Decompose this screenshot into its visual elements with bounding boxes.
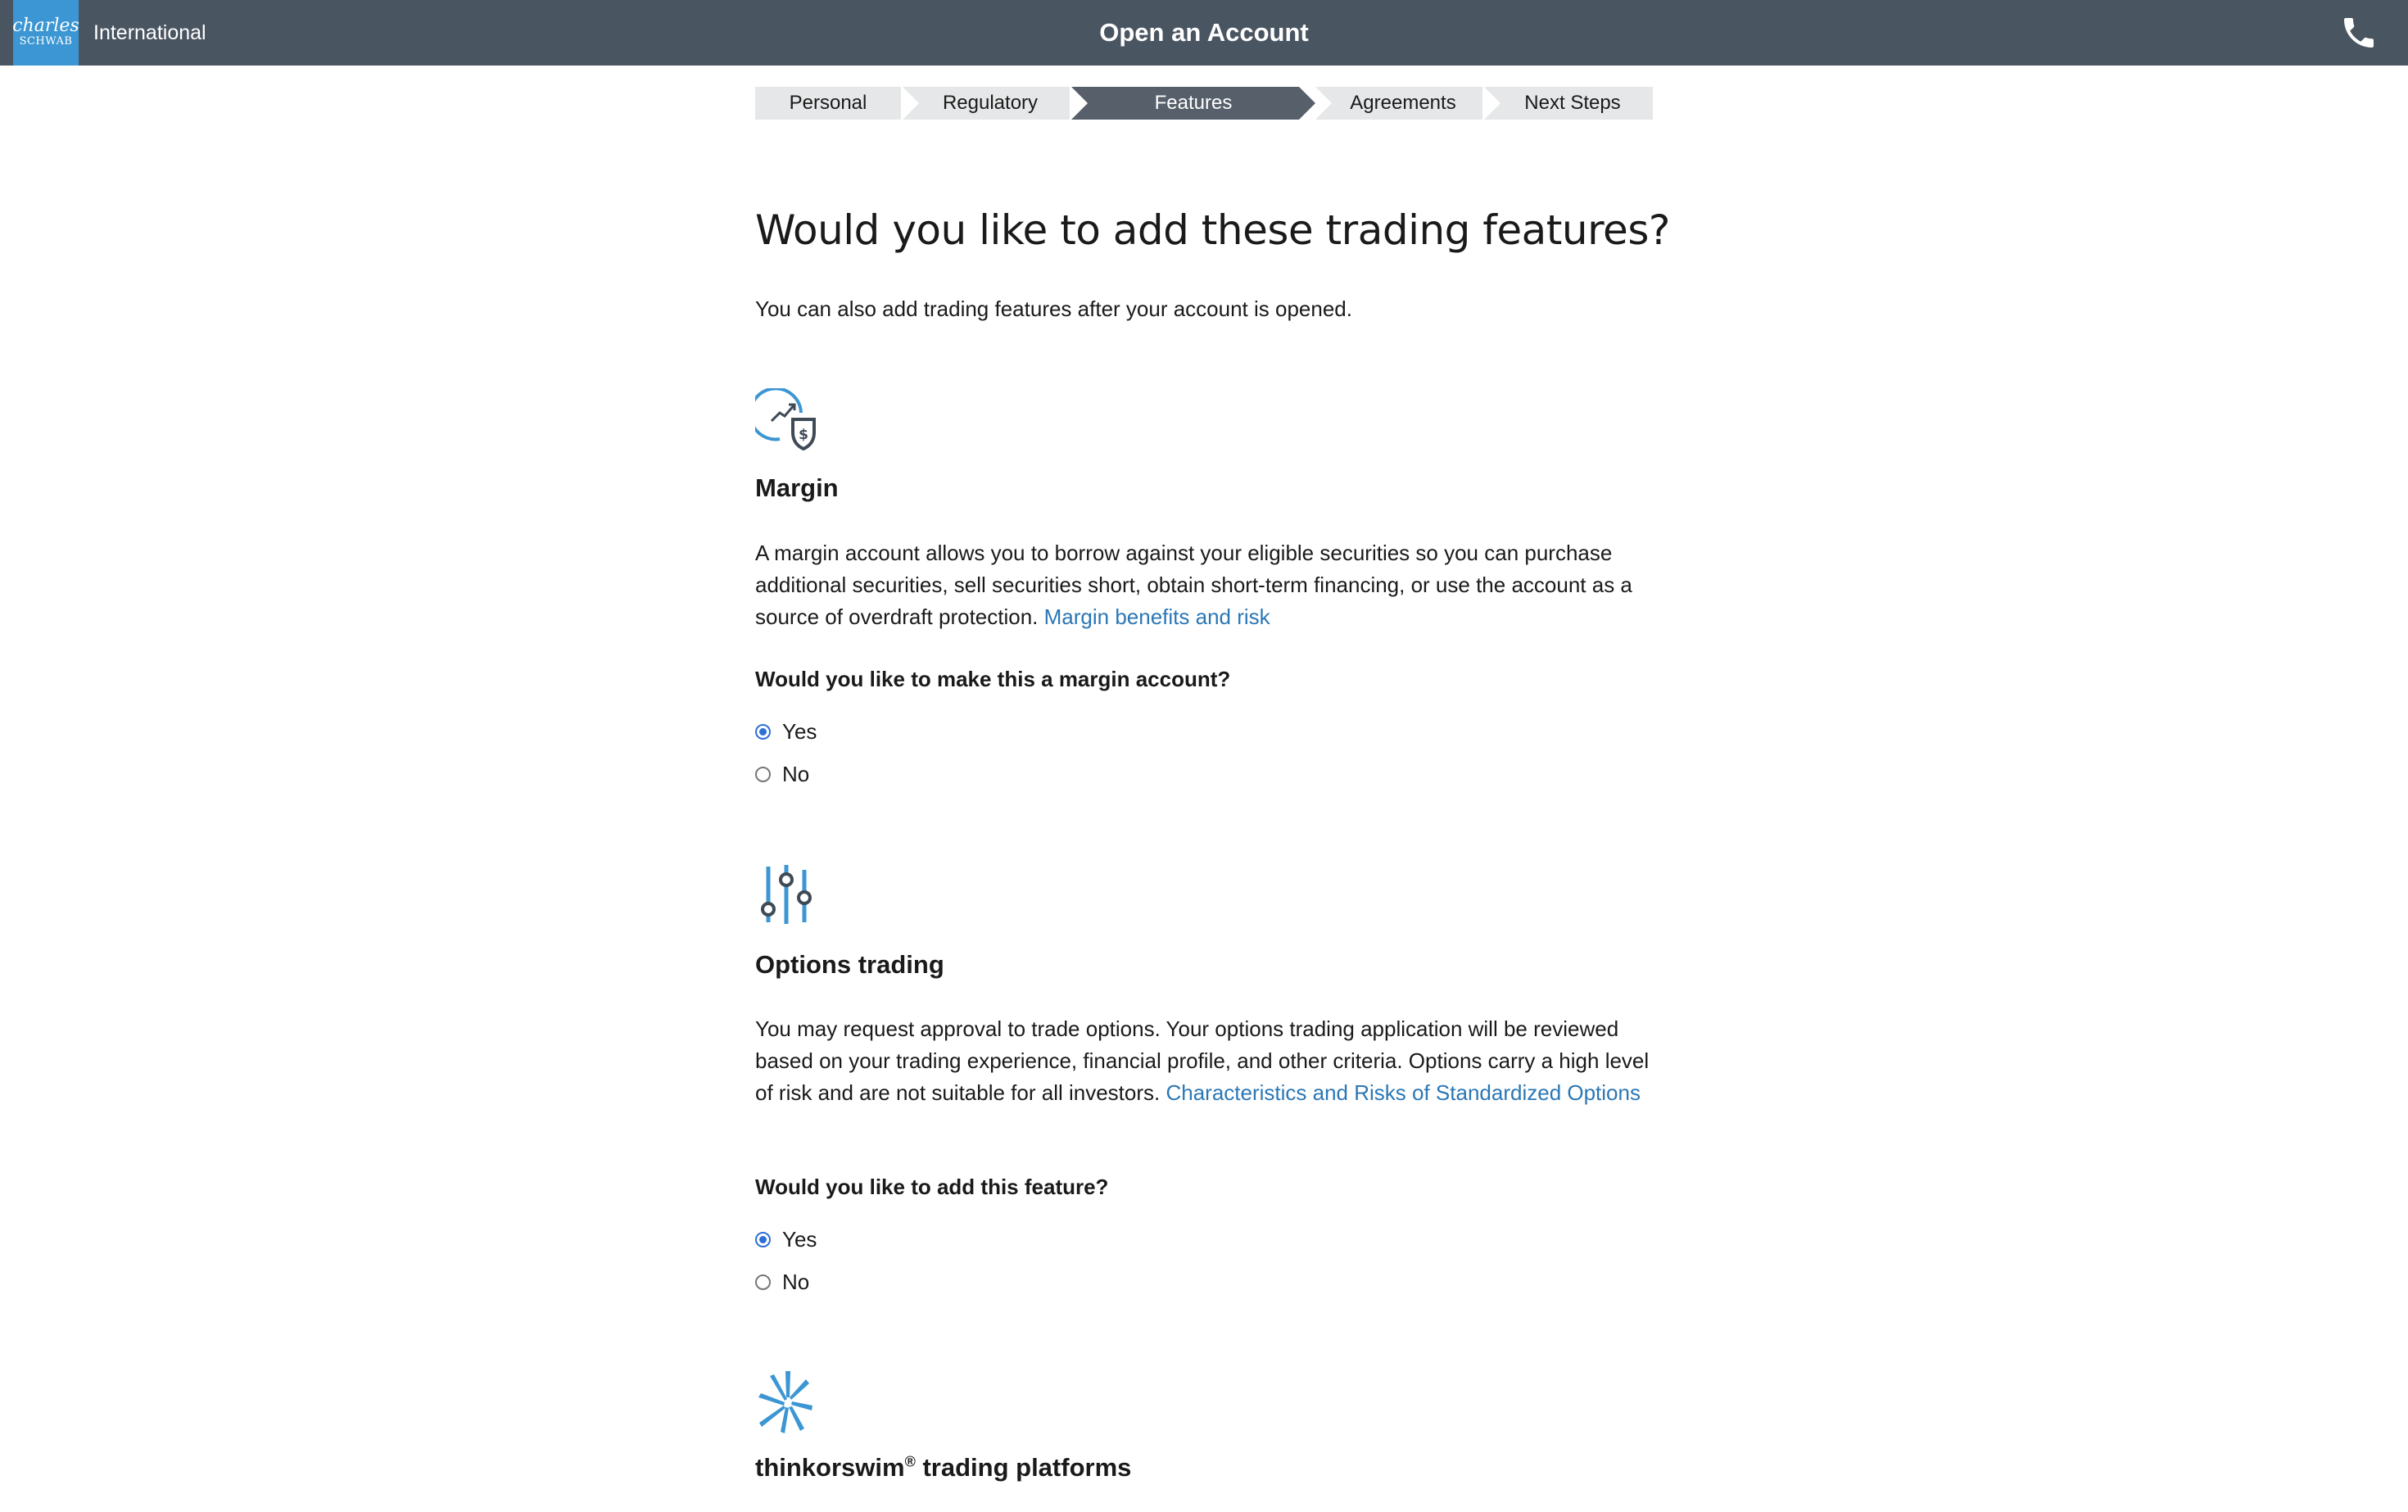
step-label: Next Steps	[1524, 92, 1621, 114]
options-yes-label: Yes	[782, 1226, 817, 1252]
options-question: Would you like to add this feature?	[755, 1175, 1109, 1199]
registered-mark: ®	[904, 1453, 916, 1470]
options-description	[755, 1013, 1656, 1109]
step-features	[1071, 87, 1315, 120]
margin-yes-radio[interactable]	[755, 724, 771, 740]
options-description-text: You may request approval to trade options. Your options trading application will be reviewed based on your trading experience, financial profile, and other criteria. Options carry a high level of risk and are not suitable for all investors.	[755, 1016, 1650, 1105]
options-yes-option[interactable]	[755, 1225, 817, 1253]
margin-title: Margin	[755, 473, 839, 502]
margin-description	[755, 537, 1656, 633]
step-next-steps	[1484, 87, 1653, 120]
options-risks-link[interactable]: Characteristics and Risks of Standardized Options	[1166, 1080, 1641, 1105]
page-subheading: You can also add trading features after your account is opened.	[755, 297, 1352, 321]
progress-stepper	[755, 87, 1653, 120]
margin-question: Would you like to make this a margin account?	[755, 667, 1231, 691]
margin-yes-label: Yes	[782, 718, 817, 744]
schwab-logo[interactable]	[13, 0, 79, 66]
options-no-option[interactable]	[755, 1268, 809, 1296]
margin-yes-option[interactable]	[755, 718, 817, 745]
step-personal	[755, 87, 901, 120]
phone-icon[interactable]	[2339, 13, 2379, 52]
sliders-icon	[755, 863, 817, 930]
page-title: Open an Account	[1099, 18, 1309, 47]
margin-no-option[interactable]	[755, 760, 809, 788]
page-heading: Would you like to add these trading features?	[755, 206, 1670, 254]
margin-no-radio[interactable]	[755, 767, 771, 782]
thinkorswim-burst-icon	[755, 1369, 817, 1439]
step-label: Agreements	[1350, 92, 1456, 114]
options-no-radio[interactable]	[755, 1274, 771, 1290]
thinkorswim-title-suffix: trading platforms	[915, 1453, 1132, 1482]
step-agreements	[1315, 87, 1482, 120]
margin-description-text: A margin account allows you to borrow against your eligible securities so you can purchase additional securities, sell securities short, obtain short-term financing, or use the account as a source of overdraft protection.	[755, 541, 1632, 629]
options-title: Options trading	[755, 950, 944, 979]
options-no-label: No	[782, 1269, 810, 1294]
step-label: Features	[1154, 92, 1233, 114]
svg-text:$: $	[799, 427, 808, 443]
thinkorswim-title	[755, 1453, 1131, 1483]
logo-text-line2: SCHWAB	[19, 35, 73, 48]
margin-benefits-link[interactable]: Margin benefits and risk	[1043, 604, 1270, 629]
margin-chart-dollar-icon	[755, 388, 817, 455]
step-label: Personal	[789, 92, 867, 114]
top-bar	[0, 0, 2408, 66]
step-regulatory	[903, 87, 1070, 120]
margin-no-label: No	[782, 761, 810, 786]
step-label: Regulatory	[942, 92, 1039, 114]
logo-text-line1: charles	[12, 16, 79, 36]
options-yes-radio[interactable]	[755, 1232, 771, 1247]
region-label: International	[93, 21, 206, 44]
thinkorswim-title-name: thinkorswim	[755, 1453, 905, 1482]
